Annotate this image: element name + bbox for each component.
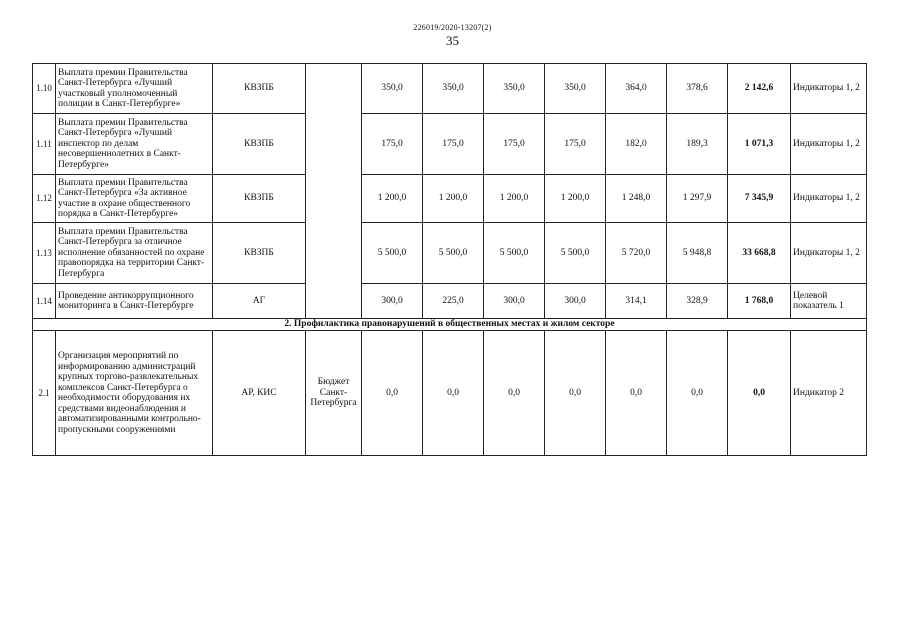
value-year-6: 0,0 (667, 331, 728, 456)
value-year-5: 314,1 (606, 284, 667, 319)
value-year-6: 1 297,9 (667, 175, 728, 223)
funding-source: Бюджет Санкт-Петербурга (306, 331, 362, 456)
measure-name: Выплата премии Правительства Санкт-Петербурга «Лучший участковый уполномоченный полиции в Санкт-Петербурге» (56, 64, 213, 114)
section-title: 2. Профилактика правонарушений в общественных местах и жилом секторе (33, 319, 867, 331)
value-year-4: 350,0 (545, 64, 606, 114)
indicator: Индикаторы 1, 2 (791, 114, 867, 175)
measure-name: Организация мероприятий по информированию администраций крупных торгово-развлекательных комплексов Санкт-Петербурга о необходимости оборудования их средствами видеонаблюдения и автоматизированными контрольно-пропускными сооружениями (56, 331, 213, 456)
indicator: Индикаторы 1, 2 (791, 175, 867, 223)
value-year-6: 5 948,8 (667, 223, 728, 284)
value-year-5: 0,0 (606, 331, 667, 456)
total-value: 1 071,3 (728, 114, 791, 175)
value-year-2: 1 200,0 (423, 175, 484, 223)
value-year-2: 225,0 (423, 284, 484, 319)
row-number: 1.11 (33, 114, 56, 175)
document-id: 226019/2020-13207(2) (413, 23, 492, 32)
value-year-1: 350,0 (362, 64, 423, 114)
value-year-1: 300,0 (362, 284, 423, 319)
value-year-3: 175,0 (484, 114, 545, 175)
funding-source-cell (306, 64, 362, 319)
value-year-6: 189,3 (667, 114, 728, 175)
measure-name: Проведение антикоррупционного мониторинга в Санкт-Петербурге (56, 284, 213, 319)
executor: АР, КИС (213, 331, 306, 456)
program-table (32, 63, 867, 456)
table-row (33, 64, 867, 114)
row-number: 1.10 (33, 64, 56, 114)
executor: КВЗПБ (213, 175, 306, 223)
value-year-3: 1 200,0 (484, 175, 545, 223)
value-year-6: 328,9 (667, 284, 728, 319)
value-year-2: 0,0 (423, 331, 484, 456)
value-year-1: 0,0 (362, 331, 423, 456)
table-row (33, 331, 867, 456)
executor: КВЗПБ (213, 64, 306, 114)
total-value: 33 668,8 (728, 223, 791, 284)
value-year-2: 175,0 (423, 114, 484, 175)
row-number: 1.13 (33, 223, 56, 284)
value-year-4: 5 500,0 (545, 223, 606, 284)
value-year-5: 1 248,0 (606, 175, 667, 223)
section-header-row (33, 319, 867, 331)
value-year-6: 378,6 (667, 64, 728, 114)
value-year-2: 5 500,0 (423, 223, 484, 284)
value-year-4: 175,0 (545, 114, 606, 175)
executor: КВЗПБ (213, 223, 306, 284)
page-number: 35 (446, 33, 459, 48)
indicator: Целевой показатель 1 (791, 284, 867, 319)
indicator: Индикаторы 1, 2 (791, 223, 867, 284)
value-year-1: 1 200,0 (362, 175, 423, 223)
measure-name: Выплата премии Правительства Санкт-Петербурга «Лучший инспектор по делам несовершеннолетних в Санкт-Петербурге» (56, 114, 213, 175)
value-year-5: 5 720,0 (606, 223, 667, 284)
value-year-2: 350,0 (423, 64, 484, 114)
value-year-3: 0,0 (484, 331, 545, 456)
value-year-5: 364,0 (606, 64, 667, 114)
row-number: 2.1 (33, 331, 56, 456)
table-row (33, 175, 867, 223)
value-year-3: 5 500,0 (484, 223, 545, 284)
value-year-1: 5 500,0 (362, 223, 423, 284)
indicator: Индикаторы 1, 2 (791, 64, 867, 114)
value-year-3: 300,0 (484, 284, 545, 319)
table-row (33, 114, 867, 175)
row-number: 1.12 (33, 175, 56, 223)
measure-name: Выплата премии Правительства Санкт-Петербурга за отличное исполнение обязанностей по охране правопорядка на территории Санкт-Петербурга (56, 223, 213, 284)
executor: АГ (213, 284, 306, 319)
value-year-4: 0,0 (545, 331, 606, 456)
value-year-4: 1 200,0 (545, 175, 606, 223)
value-year-4: 300,0 (545, 284, 606, 319)
value-year-1: 175,0 (362, 114, 423, 175)
total-value: 2 142,6 (728, 64, 791, 114)
executor: КВЗПБ (213, 114, 306, 175)
table-row (33, 223, 867, 284)
value-year-3: 350,0 (484, 64, 545, 114)
value-year-5: 182,0 (606, 114, 667, 175)
measure-name: Выплата премии Правительства Санкт-Петербурга «За активное участие в охране общественного порядка в Санкт-Петербурге» (56, 175, 213, 223)
total-value: 1 768,0 (728, 284, 791, 319)
indicator: Индикатор 2 (791, 331, 867, 456)
row-number: 1.14 (33, 284, 56, 319)
total-value: 7 345,9 (728, 175, 791, 223)
table-row (33, 284, 867, 319)
total-value: 0,0 (728, 331, 791, 456)
